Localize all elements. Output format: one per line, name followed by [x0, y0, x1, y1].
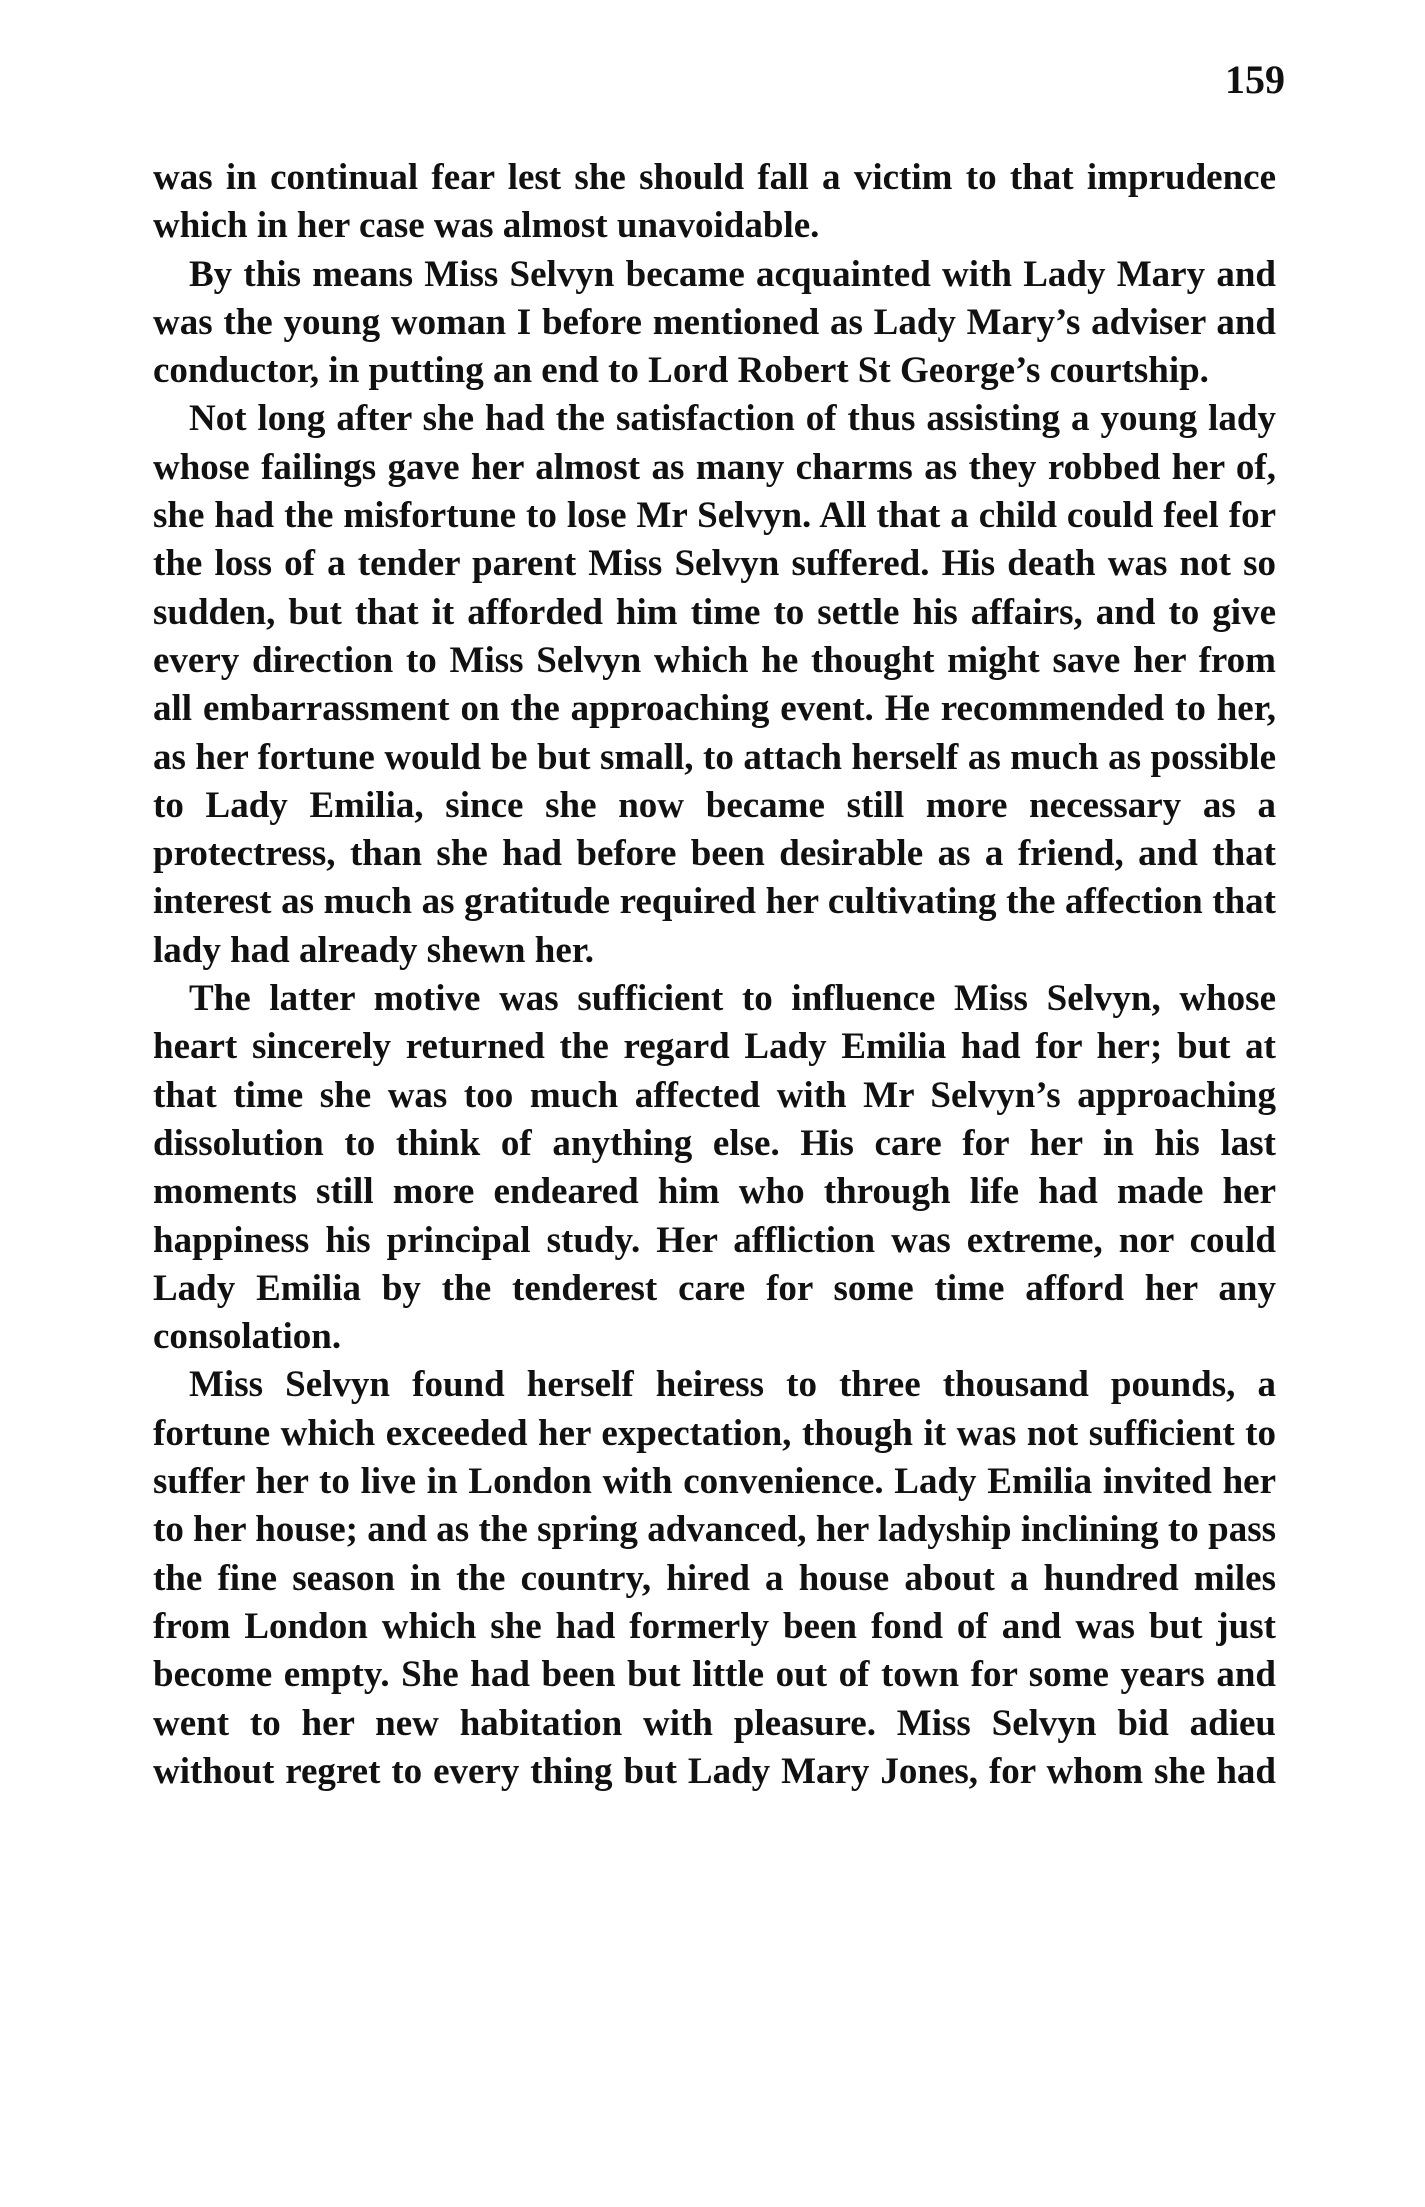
paragraph: was in continual fear lest she should fall a victim to that imprudence which in her case was almost unavoidable.: [153, 157, 1276, 247]
body-text: [153, 154, 1276, 1796]
paragraph: By this means Miss Selvyn became acquainted with Lady Mary and was the young woman I before mentioned as Lady Mary’s adviser and conductor, in putting an end to Lord Robert St George’s courtship.: [153, 253, 1276, 392]
paragraph: Not long after she had the satisfaction of thus assisting a young lady whose failings gave her almost as many charms as they robbed her of, she had the misfortune to lose Mr Selvyn. All that a child could feel for the loss of a tender parent Miss Selvyn suffered. His death was not so sudden, but that it afforded him time to settle his affairs, and to give every direction to Miss Selvyn which he thought might save her from all embarrassment on the approaching event. He recommended to her, as her fortune would be but small, to attach herself as much as possible to Lady Emilia, since she now became still more necessary as a protectress, than she had before been desirable as a friend, and that interest as much as gratitude required her cultivating the affection that lady had already shewn her.: [153, 398, 1276, 971]
paragraph: Miss Selvyn found herself heiress to three thousand pounds, a fortune which exceeded her expectation, though it was not sufficient to suffer her to live in London with convenience. Lady Emilia invited her to her house; and as the spring advanced, her ladyship inclining to pass the fine season in the country, hired a house about a hundred miles from London which she had formerly been fond of and was but just become empty. She had been but little out of town for some years and went to her new habitation with pleasure. Miss Selvyn bid adieu without regret to every thing but Lady Mary Jones, for whom she had: [153, 1364, 1276, 1792]
page-number: 159: [1225, 57, 1285, 102]
paragraph: The latter motive was sufficient to influence Miss Selvyn, whose heart sincerely returned the regard Lady Emilia had for her; but at that time she was too much affected with Mr Selvyn’s approaching dissolution to think of anything else. His care for her in his last moments still more endeared him who through life had made her happiness his principal study. Her affliction was extreme, nor could Lady Emilia by the tenderest care for some time afford her any consolation.: [153, 978, 1276, 1358]
